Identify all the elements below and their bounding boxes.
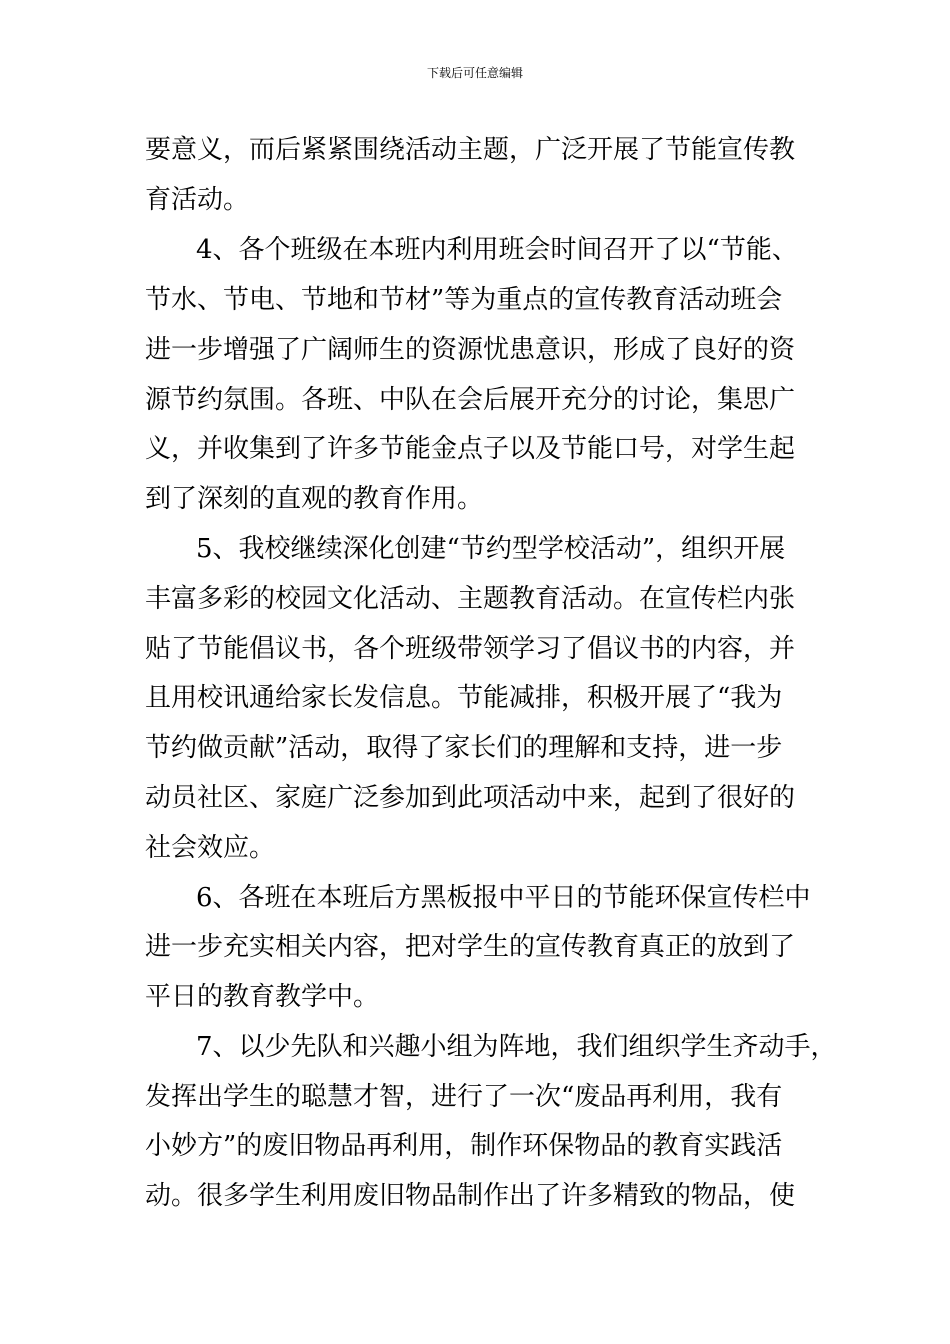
paragraph-5-line-1: 5、我校继续深化创建“节约型学校活动”，组织开展 bbox=[196, 534, 786, 564]
paragraph-5-line-4: 且用校讯通给家长发信息。节能减排，积极开展了“我为 bbox=[145, 683, 783, 713]
page-header: 下载后可任意编辑 bbox=[426, 66, 523, 80]
paragraph-7-line-4: 动。很多学生利用废旧物品制作出了许多精致的物品，使 bbox=[145, 1181, 796, 1211]
paragraph-4-line-3: 进一步增强了广阔师生的资源忧患意识，形成了良好的资 bbox=[145, 335, 796, 365]
paragraph-5-line-5: 节约做贡献”活动，取得了家长们的理解和支持，进一步 bbox=[145, 733, 783, 763]
paragraph-6-line-1: 6、各班在本班后方黑板报中平日的节能环保宣传栏中 bbox=[196, 883, 811, 913]
body-line-2: 育活动。 bbox=[145, 185, 250, 215]
paragraph-5-line-6: 动员社区、家庭广泛参加到此项活动中来，起到了很好的 bbox=[145, 783, 796, 813]
paragraph-7-line-2: 发挥出学生的聪慧才智，进行了一次“废品再利用，我有 bbox=[145, 1082, 783, 1112]
paragraph-4-line-5: 义，并收集到了许多节能金点子以及节能口号，对学生起 bbox=[145, 434, 796, 464]
paragraph-5-line-3: 贴了节能倡议书，各个班级带领学习了倡议书的内容，并 bbox=[145, 634, 796, 664]
paragraph-6-line-3: 平日的教育教学中。 bbox=[145, 982, 380, 1012]
body-line-1: 要意义，而后紧紧围绕活动主题，广泛开展了节能宣传教 bbox=[145, 135, 796, 165]
paragraph-5-line-7: 社会效应。 bbox=[145, 833, 276, 863]
paragraph-4-line-1: 4、各个班级在本班内利用班会时间召开了以“节能、 bbox=[196, 235, 798, 265]
paragraph-4-line-4: 源节约氛围。各班、中队在会后展开充分的讨论，集思广 bbox=[145, 385, 796, 415]
paragraph-4-line-2: 节水、节电、节地和节材”等为重点的宣传教育活动班会 bbox=[145, 285, 783, 315]
paragraph-7-line-1: 7、以少先队和兴趣小组为阵地，我们组织学生齐动手， bbox=[196, 1032, 837, 1062]
paragraph-5-line-2: 丰富多彩的校园文化活动、主题教育活动。在宣传栏内张 bbox=[145, 584, 796, 614]
paragraph-6-line-2: 进一步充实相关内容，把对学生的宣传教育真正的放到了 bbox=[145, 932, 796, 962]
paragraph-7-line-3: 小妙方”的废旧物品再利用，制作环保物品的教育实践活 bbox=[145, 1131, 783, 1161]
paragraph-4-line-6: 到了深刻的直观的教育作用。 bbox=[145, 484, 484, 514]
